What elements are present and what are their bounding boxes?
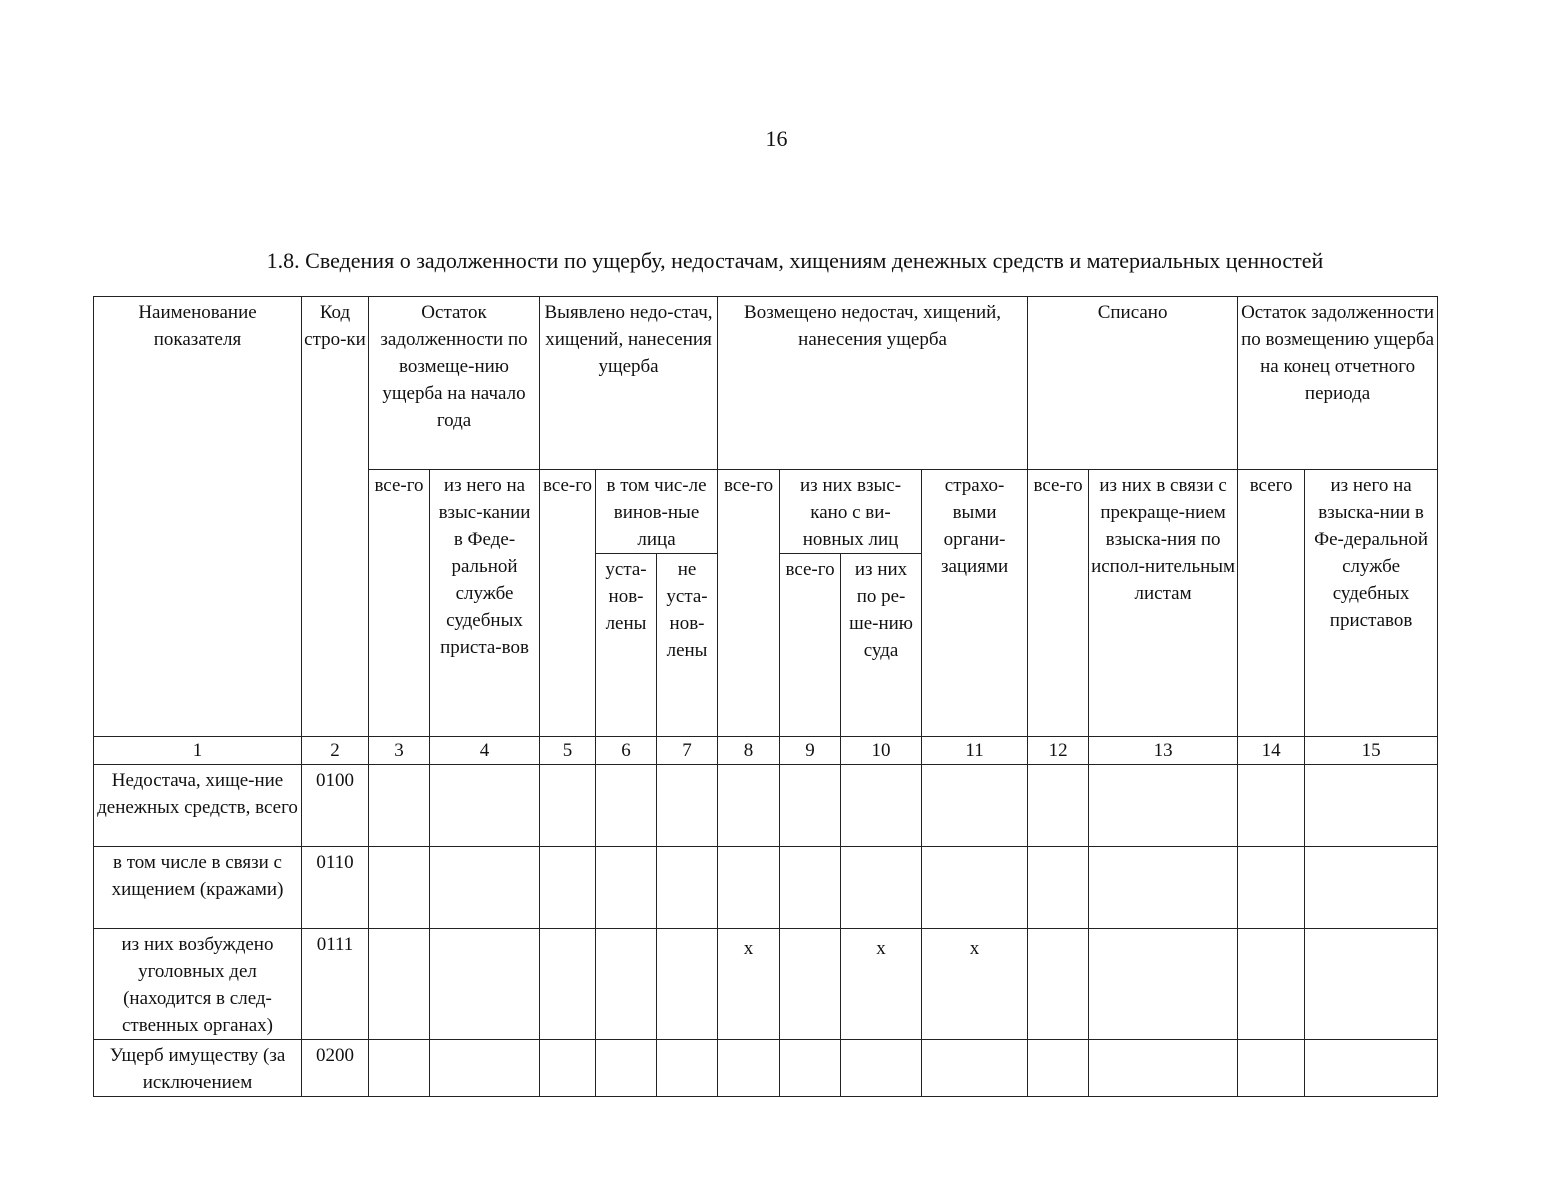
table-row	[94, 765, 1438, 847]
data-cell[interactable]	[1089, 1040, 1238, 1097]
table-row	[94, 929, 1438, 1040]
data-cell[interactable]	[369, 1040, 430, 1097]
data-cell[interactable]	[596, 765, 657, 847]
column-number: 14	[1238, 737, 1305, 765]
data-cell[interactable]	[596, 1040, 657, 1097]
data-cell[interactable]	[369, 765, 430, 847]
table-row	[94, 1040, 1438, 1097]
data-cell[interactable]	[657, 847, 718, 929]
header-balance-end-total: всего	[1238, 470, 1305, 737]
data-cell[interactable]	[1305, 1040, 1438, 1097]
row-name: Ущерб имуществу (за исключением	[94, 1040, 302, 1097]
data-cell[interactable]	[369, 929, 430, 1040]
data-cell[interactable]	[1028, 765, 1089, 847]
data-cell[interactable]	[1089, 929, 1238, 1040]
data-cell[interactable]	[1028, 847, 1089, 929]
header-code: Код стро-ки	[302, 297, 369, 737]
row-code: 0110	[302, 847, 369, 929]
data-cell-excluded	[922, 929, 1028, 1040]
row-code: 0111	[302, 929, 369, 1040]
data-cell[interactable]	[657, 765, 718, 847]
header-from-culprits-court: из них по ре-ше-нию суда	[841, 554, 922, 737]
data-cell[interactable]	[369, 847, 430, 929]
column-number: 7	[657, 737, 718, 765]
data-cell[interactable]	[780, 847, 841, 929]
data-cell[interactable]	[922, 847, 1028, 929]
header-compensated-total: все-го	[718, 470, 780, 737]
column-number: 1	[94, 737, 302, 765]
data-cell[interactable]	[780, 1040, 841, 1097]
data-cell[interactable]	[596, 847, 657, 929]
column-number: 3	[369, 737, 430, 765]
data-cell-excluded	[718, 929, 780, 1040]
page-number: 16	[765, 126, 788, 151]
column-number: 2	[302, 737, 369, 765]
data-cell[interactable]	[718, 847, 780, 929]
data-cell[interactable]	[1089, 765, 1238, 847]
header-balance-start-bailiff: из него на взыс-кании в Феде-ральной службе судебных приста-вов	[430, 470, 540, 737]
header-identified-total: все-го	[540, 470, 596, 737]
data-cell[interactable]	[430, 929, 540, 1040]
excluded-mark: х	[876, 938, 886, 959]
header-compensated-from-culprits: из них взыс-кано с ви-новных лиц	[780, 470, 922, 554]
header-balance-end: Остаток задолженности по возмещению ущерба на конец отчетного периода	[1238, 297, 1438, 470]
data-cell[interactable]	[540, 1040, 596, 1097]
data-cell[interactable]	[841, 765, 922, 847]
data-cell[interactable]	[922, 765, 1028, 847]
column-number: 8	[718, 737, 780, 765]
header-from-culprits-total: все-го	[780, 554, 841, 737]
header-name: Наименование показателя	[94, 297, 302, 737]
column-number: 5	[540, 737, 596, 765]
column-number: 15	[1305, 737, 1438, 765]
data-cell[interactable]	[430, 847, 540, 929]
header-balance-start-total: все-го	[369, 470, 430, 737]
data-cell[interactable]	[657, 1040, 718, 1097]
data-cell[interactable]	[540, 929, 596, 1040]
table-row	[94, 847, 1438, 929]
column-number: 12	[1028, 737, 1089, 765]
data-cell[interactable]	[596, 929, 657, 1040]
data-cell[interactable]	[1238, 1040, 1305, 1097]
row-name: из них возбуждено уголовных дел (находится в след-ственных органах)	[94, 929, 302, 1040]
data-cell[interactable]	[1028, 1040, 1089, 1097]
header-balance-start: Остаток задолженности по возмеще-нию ущерба на начало года	[369, 297, 540, 470]
header-balance-end-bailiff: из него на взыска-нии в Фе-деральной службе судебных приставов	[1305, 470, 1438, 737]
data-cell[interactable]	[1305, 929, 1438, 1040]
data-cell[interactable]	[430, 1040, 540, 1097]
header-identified: Выявлено недо-стач, хищений, нанесения ущерба	[540, 297, 718, 470]
data-cell[interactable]	[841, 1040, 922, 1097]
header-compensated-insurance: страхо-выми органи-зациями	[922, 470, 1028, 737]
data-cell[interactable]	[540, 847, 596, 929]
header-written-off-termination: из них в связи с прекраще-нием взыска-ния по испол-нительным листам	[1089, 470, 1238, 737]
data-cell[interactable]	[718, 765, 780, 847]
excluded-mark: х	[969, 938, 980, 959]
data-cell[interactable]	[922, 1040, 1028, 1097]
data-cell[interactable]	[657, 929, 718, 1040]
column-number: 9	[780, 737, 841, 765]
header-written-off-total: все-го	[1028, 470, 1089, 737]
header-culprits-established: уста-нов-лены	[596, 554, 657, 737]
data-cell[interactable]	[540, 765, 596, 847]
data-cell[interactable]	[841, 847, 922, 929]
data-cell[interactable]	[718, 1040, 780, 1097]
row-code: 0200	[302, 1040, 369, 1097]
data-cell[interactable]	[430, 765, 540, 847]
column-number: 13	[1089, 737, 1238, 765]
header-compensated: Возмещено недостач, хищений, нанесения ущерба	[718, 297, 1028, 470]
header-culprits-not-established: не уста-нов-лены	[657, 554, 718, 737]
row-name: в том числе в связи с хищением (кражами)	[94, 847, 302, 929]
data-cell[interactable]	[1238, 847, 1305, 929]
data-cell[interactable]	[780, 765, 841, 847]
data-cell[interactable]	[1238, 929, 1305, 1040]
data-cell[interactable]	[1028, 929, 1089, 1040]
data-cell[interactable]	[1305, 765, 1438, 847]
column-number: 11	[922, 737, 1028, 765]
header-written-off: Списано	[1028, 297, 1238, 470]
header-identified-culprits: в том чис-ле винов-ные лица	[596, 470, 718, 554]
excluded-mark: х	[743, 938, 754, 959]
data-cell[interactable]	[1305, 847, 1438, 929]
page-title: 1.8. Сведения о задолженности по ущербу, недостачам, хищениям денежных средств и материальных ценностей	[266, 248, 1324, 273]
column-number: 4	[430, 737, 540, 765]
data-cell-excluded	[841, 929, 922, 1040]
row-code: 0100	[302, 765, 369, 847]
data-cell[interactable]	[1089, 847, 1238, 929]
debt-report-table	[93, 296, 1438, 1097]
data-cell[interactable]	[780, 929, 841, 1040]
column-number: 6	[596, 737, 657, 765]
row-name: Недостача, хище-ние денежных средств, всего	[94, 765, 302, 847]
data-cell[interactable]	[1238, 765, 1305, 847]
column-number: 10	[841, 737, 922, 765]
